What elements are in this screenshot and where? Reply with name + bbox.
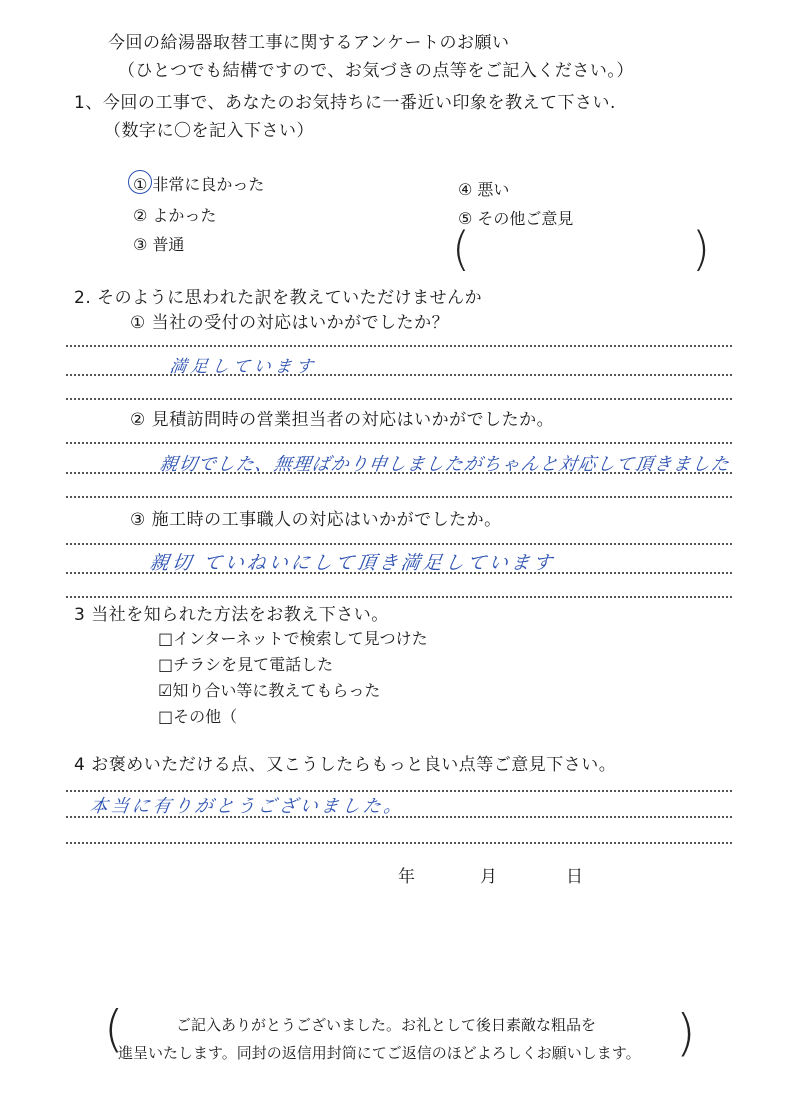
answer-line [66, 398, 732, 400]
question-4-label: 4 お褒めいただける点、又こうしたらもっと良い点等ご意見下さい。 [74, 755, 617, 775]
q1-option-1[interactable]: ① 非常に良かった [133, 175, 265, 194]
q1-option-2[interactable]: ② よかった [133, 206, 217, 225]
answer-line [66, 816, 732, 818]
answer-line [66, 442, 732, 444]
selected-circle-mark [128, 170, 152, 194]
answer-line [66, 496, 732, 498]
q4-answer[interactable]: 本当に有りがとうございました。 [88, 796, 407, 817]
footer-line-1: ご記入ありがとうございました。お礼として後日素敵な粗品を [176, 1016, 597, 1034]
answer-line [66, 374, 732, 376]
answer-line [66, 345, 732, 347]
question-1-label: 1、今回の工事で、あなたのお気持ちに一番近い印象を教えて下さい. [74, 93, 616, 113]
q1-option-5[interactable]: ⑤ その他ご意見 [458, 209, 574, 228]
answer-line [66, 842, 732, 844]
answer-line [66, 472, 732, 474]
footer-paren-close: ) [676, 1004, 696, 1062]
date-year-label: 年 [398, 867, 416, 887]
q1-option-3[interactable]: ③ 普通 [133, 235, 185, 254]
q1-other-paren-open: ( [452, 222, 470, 276]
q3-option-internet[interactable]: □インターネットで検索して見つけた [158, 629, 428, 648]
q3-option-other[interactable]: □その他（ [158, 707, 238, 726]
q2-sub2-label: ② 見積訪問時の営業担当者の対応はいかがでしたか。 [130, 410, 555, 430]
date-day-label: 日 [566, 867, 584, 887]
question-1-instruction: （数字に〇を記入下さい） [104, 121, 314, 141]
q2-sub2-answer[interactable]: 親切でした、無理ばかり申しましたがちゃんと対応して頂きました [158, 454, 732, 475]
question-3-label: 3 当社を知られた方法をお教え下さい。 [74, 605, 389, 625]
q3-option-acquaintance[interactable]: ☑知り合い等に教えてもらった [158, 681, 381, 700]
question-2-label: 2. そのように思われた訳を教えていただけませんか [74, 288, 483, 308]
footer-paren-open: ( [104, 1000, 124, 1058]
answer-line [66, 596, 732, 598]
footer-line-2: 進呈いたします。同封の返信用封筒にてご返信のほどよろしくお願いします。 [118, 1044, 641, 1062]
date-month-label: 月 [480, 867, 498, 887]
answer-line [66, 543, 732, 545]
page-title: 今回の給湯器取替工事に関するアンケートのお願い [108, 33, 510, 53]
q2-sub3-answer[interactable]: 親切 ていねいにして頂き満足しています [148, 552, 557, 574]
q3-option-flyer[interactable]: □チラシを見て電話した [158, 655, 334, 674]
q2-sub1-label: ① 当社の受付の対応はいかがでしたか？ [130, 313, 450, 333]
answer-line [66, 572, 732, 574]
q1-other-paren-close: ) [692, 222, 710, 276]
q2-sub3-label: ③ 施工時の工事職人の対応はいかがでしたか。 [130, 510, 502, 530]
page-subtitle: （ひとつでも結構ですので、お気づきの点等をご記入ください。） [118, 61, 634, 81]
q1-option-4[interactable]: ④ 悪い [458, 180, 510, 199]
q2-sub1-answer[interactable]: 満足しています [168, 357, 319, 377]
